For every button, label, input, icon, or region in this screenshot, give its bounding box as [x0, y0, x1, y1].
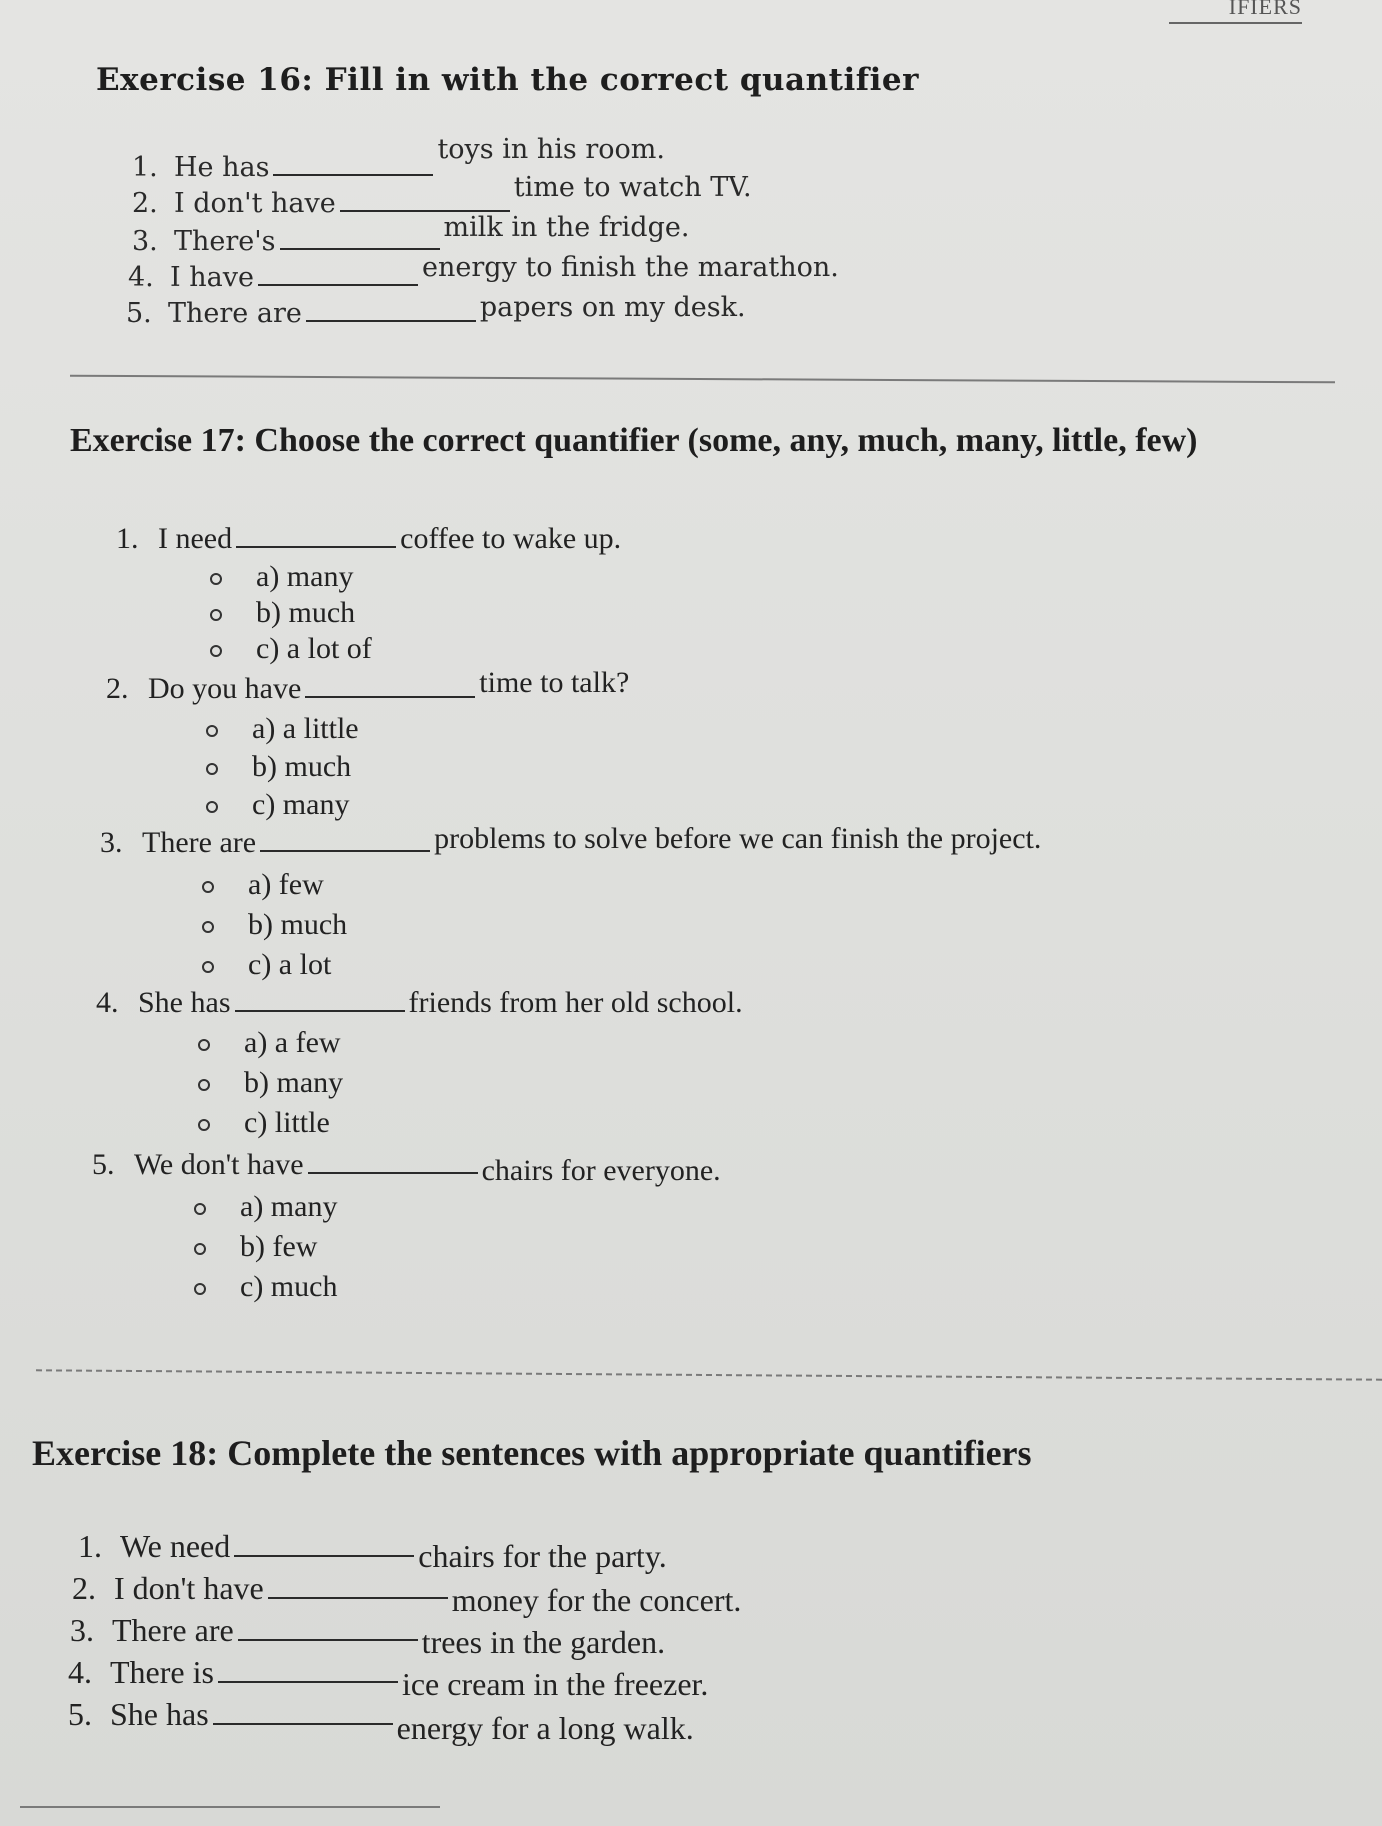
- option-label: c) much: [240, 1270, 338, 1303]
- item-number: 3.: [70, 1612, 94, 1648]
- radio-circle-icon: [206, 725, 218, 737]
- answer-blank[interactable]: [234, 1554, 414, 1557]
- item-text-after: energy to finish the marathon.: [421, 252, 839, 283]
- ex18-item-4: [68, 1654, 709, 1702]
- ex18-item-3: [70, 1612, 666, 1660]
- item-text-before: We need: [120, 1528, 231, 1564]
- option-label: a) a few: [244, 1026, 341, 1059]
- section-divider: [20, 1806, 440, 1808]
- item-text-before: He has: [174, 152, 270, 183]
- exercise-16-title: Exercise 16: Fill in with the correct quantifier: [96, 62, 919, 98]
- item-text-before: There's: [174, 226, 276, 257]
- radio-circle-icon: [198, 1039, 210, 1051]
- option-label: c) a lot of: [256, 632, 372, 665]
- question-text-before: Do you have: [148, 672, 302, 705]
- option-c[interactable]: [210, 632, 372, 666]
- option-c[interactable]: [206, 788, 349, 822]
- item-text-before: There are: [168, 298, 302, 329]
- item-number: 3.: [132, 226, 158, 257]
- option-b[interactable]: [198, 1066, 343, 1100]
- ex16-item-4: [128, 252, 839, 293]
- answer-blank[interactable]: [260, 849, 430, 852]
- option-a[interactable]: [202, 868, 324, 902]
- item-number: 2.: [72, 1570, 96, 1606]
- answer-blank[interactable]: [238, 1638, 418, 1641]
- question-text-after: friends from her old school.: [408, 986, 743, 1019]
- radio-circle-icon: [206, 763, 218, 775]
- item-text-after: time to watch TV.: [513, 172, 752, 203]
- option-label: a) many: [256, 560, 354, 593]
- question-text-before: There are: [142, 826, 257, 859]
- radio-circle-icon: [194, 1203, 206, 1215]
- item-text-after: milk in the fridge.: [443, 212, 690, 243]
- question-text-after: problems to solve before we can finish the project.: [434, 822, 1042, 855]
- radio-circle-icon: [202, 881, 214, 893]
- option-b[interactable]: [202, 908, 347, 942]
- ex17-question-4: [96, 986, 743, 1020]
- ex17-question-3: [100, 822, 1042, 860]
- item-number: 1.: [132, 152, 158, 183]
- radio-circle-icon: [210, 609, 222, 621]
- item-number: 4.: [128, 262, 154, 293]
- question-text-after: coffee to wake up.: [400, 522, 622, 555]
- question-text-after: time to talk?: [479, 666, 630, 699]
- question-text-before: We don't have: [134, 1148, 304, 1181]
- option-b[interactable]: [194, 1230, 317, 1264]
- option-label: a) many: [240, 1190, 338, 1223]
- section-divider: [70, 375, 1335, 384]
- item-number: 4.: [68, 1654, 92, 1690]
- question-text-after: chairs for everyone.: [481, 1154, 721, 1187]
- item-number: 2.: [132, 188, 158, 219]
- option-label: b) much: [256, 596, 356, 629]
- answer-blank[interactable]: [306, 319, 476, 322]
- option-a[interactable]: [194, 1190, 337, 1224]
- answer-blank[interactable]: [308, 1171, 478, 1174]
- item-number: 5.: [92, 1148, 115, 1181]
- option-c[interactable]: [202, 948, 331, 982]
- radio-circle-icon: [198, 1119, 210, 1131]
- item-text-after: trees in the garden.: [421, 1624, 666, 1660]
- answer-blank[interactable]: [280, 247, 440, 250]
- item-text-after: money for the concert.: [451, 1582, 742, 1618]
- option-label: c) many: [252, 788, 350, 821]
- option-label: a) a little: [252, 712, 359, 745]
- option-a[interactable]: [198, 1026, 341, 1060]
- item-text-before: There are: [112, 1612, 234, 1648]
- item-text-after: papers on my desk.: [479, 292, 746, 323]
- answer-blank[interactable]: [305, 695, 475, 698]
- item-number: 2.: [106, 672, 129, 705]
- radio-circle-icon: [210, 645, 222, 657]
- option-label: a) few: [248, 868, 324, 901]
- item-number: 5.: [126, 298, 152, 329]
- radio-circle-icon: [194, 1243, 206, 1255]
- exercise-18-title: Exercise 18: Complete the sentences with appropriate quantifiers: [32, 1433, 1032, 1473]
- item-text-before: There is: [110, 1654, 214, 1690]
- answer-blank[interactable]: [236, 545, 396, 548]
- section-divider: [36, 1369, 1382, 1380]
- ex18-item-2: [72, 1570, 742, 1618]
- option-label: b) much: [248, 908, 348, 941]
- option-label: c) little: [244, 1106, 330, 1139]
- radio-circle-icon: [206, 801, 218, 813]
- ex17-question-2: [106, 666, 630, 706]
- answer-blank[interactable]: [258, 283, 418, 286]
- item-text-after: toys in his room.: [437, 134, 665, 165]
- item-number: 5.: [68, 1696, 92, 1732]
- option-label: b) many: [244, 1066, 344, 1099]
- item-number: 1.: [116, 522, 139, 555]
- item-text-before: I don't have: [174, 188, 336, 219]
- item-text-after: energy for a long walk.: [396, 1710, 694, 1746]
- ex18-item-5: [68, 1696, 694, 1746]
- ex16-item-5: [126, 292, 746, 329]
- answer-blank[interactable]: [273, 173, 433, 176]
- option-b[interactable]: [206, 750, 351, 784]
- ex17-question-5: [92, 1148, 721, 1187]
- option-label: c) a lot: [248, 948, 332, 981]
- answer-blank[interactable]: [235, 1009, 405, 1012]
- answer-blank[interactable]: [213, 1722, 393, 1725]
- radio-circle-icon: [198, 1079, 210, 1091]
- option-a[interactable]: [206, 712, 359, 746]
- question-text-before: She has: [138, 986, 231, 1019]
- item-text-after: chairs for the party.: [418, 1538, 667, 1574]
- option-a[interactable]: [210, 560, 353, 594]
- answer-blank[interactable]: [218, 1680, 398, 1683]
- option-c[interactable]: [198, 1106, 330, 1140]
- question-text-before: I need: [158, 522, 233, 555]
- option-c[interactable]: [194, 1270, 337, 1304]
- radio-circle-icon: [194, 1283, 206, 1295]
- corner-tag: IFIERS: [1169, 0, 1302, 24]
- ex18-item-1: [78, 1528, 667, 1574]
- item-number: 4.: [96, 986, 119, 1019]
- exercise-17-title: Exercise 17: Choose the correct quantifier (some, any, much, many, little, few): [70, 422, 1198, 459]
- option-label: b) much: [252, 750, 352, 783]
- item-text-after: ice cream in the freezer.: [401, 1666, 709, 1702]
- item-text-before: I don't have: [114, 1570, 264, 1606]
- item-text-before: She has: [110, 1696, 209, 1732]
- item-number: 3.: [100, 826, 123, 859]
- item-number: 1.: [78, 1528, 102, 1564]
- option-label: b) few: [240, 1230, 318, 1263]
- radio-circle-icon: [202, 961, 214, 973]
- radio-circle-icon: [202, 921, 214, 933]
- answer-blank[interactable]: [268, 1596, 448, 1599]
- item-text-before: I have: [170, 262, 254, 293]
- radio-circle-icon: [210, 573, 222, 585]
- option-b[interactable]: [210, 596, 355, 630]
- ex17-question-1: [116, 522, 621, 556]
